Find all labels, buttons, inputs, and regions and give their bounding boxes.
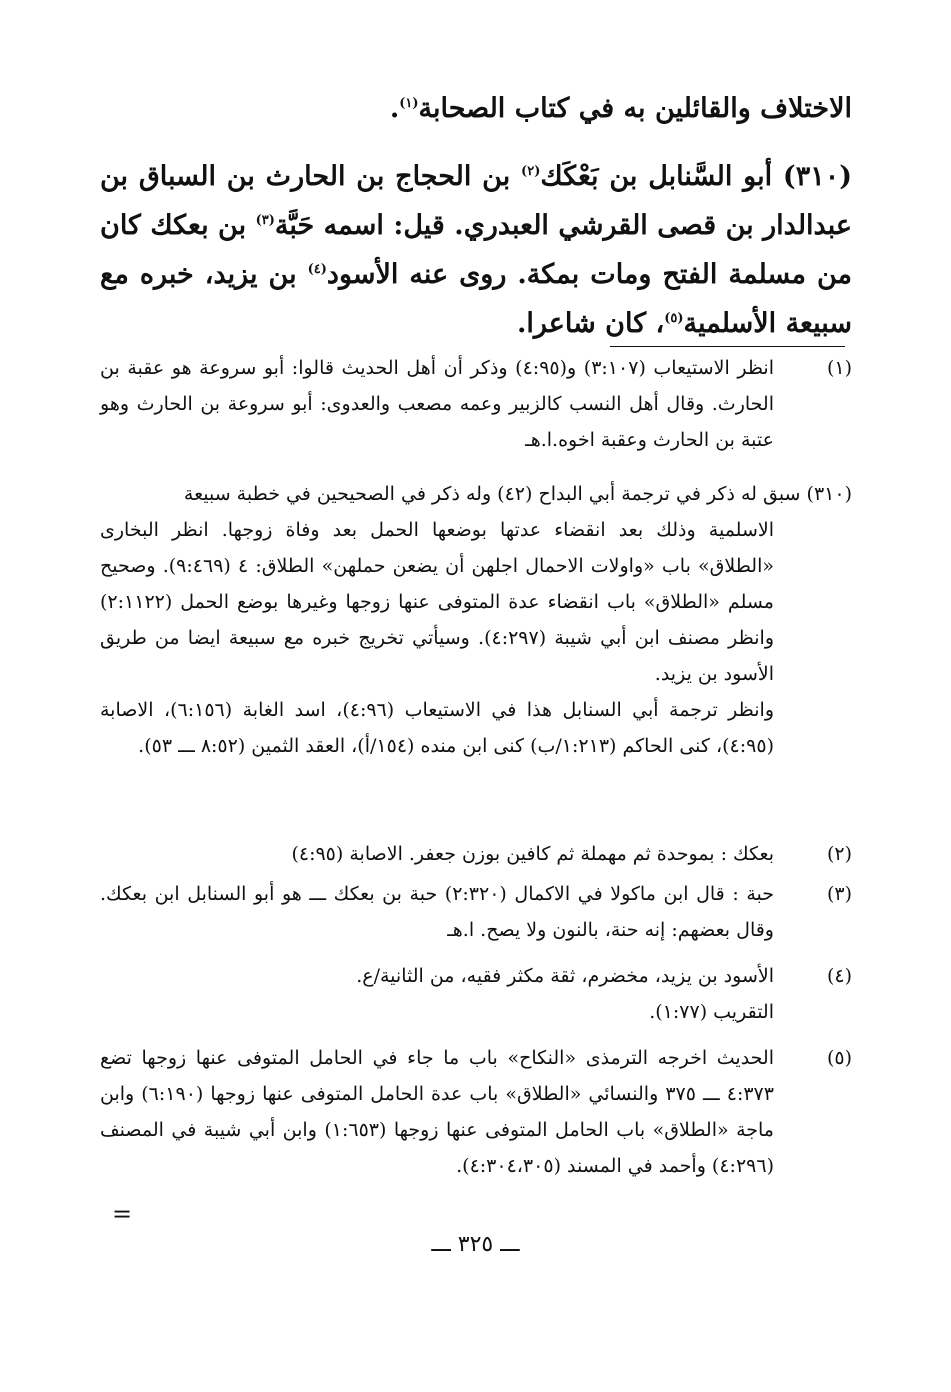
footnote-text: الحديث اخرجه الترمذى «النكاح» باب ما جاء في الحامل المتوفى عنها زوجها تضع ٤:٣٧٣ ـــ ٣٧٥ والنسائي «الطلاق» باب عدة الحامل المتوفى عنها زوجها (٦:١٩٠) وابن ماجة «الطلاق» باب الحامل المتوفى عنها زوجها (١:٦٥٣) وابن أبي شيبة في المصنف (٤:٢٩٦) وأحمد في المسند (٤:٣٠٤،٣٠٥). xyxy=(100,1047,774,1177)
footnote-ref-1: (١) xyxy=(399,96,419,111)
entry-text-3: بن بعكك كان من مسلمة الفتح ومات بمكة. روى عنه الأسود xyxy=(100,210,853,290)
footnote-4 xyxy=(100,958,852,1030)
heading-end: . xyxy=(389,93,400,124)
entry-text-4: بن يزيد، خبره مع سبيعة الأسلمية xyxy=(100,259,852,339)
entry-310 xyxy=(100,150,852,346)
footnote-continuation-2: وانظر ترجمة أبي السنابل هذا في الاستيعاب (٤:٩٦)، اسد الغابة (٦:١٥٦)، الاصابة (٤:٩٥)، كنى الحاكم (١:٢١٣/ب) كنى ابن منده (١٥٤/أ)، العقد الثمين (٨:٥٢ ـــ ٥٣). xyxy=(100,699,774,757)
heading-line xyxy=(100,93,852,145)
footnote-text: بعكك : بموحدة ثم مهملة ثم كافين بوزن جعفر. الاصابة (٤:٩٥) xyxy=(291,843,774,865)
page-number: ـــ ٣٢٥ ـــ xyxy=(431,1232,520,1257)
continuation-mark: = xyxy=(112,1200,133,1228)
footnote-ref-2: (٢) xyxy=(521,164,541,179)
footnote-text: سبق له ذكر في ترجمة أبي البداح (٤٢) وله ذكر في الصحيحين في خطبة سبيعة xyxy=(183,483,801,505)
entry-text-1: أبو السَّنابل بن بَعْكَك xyxy=(540,161,773,192)
footnote-text: حبة : قال ابن ماكولا في الاكمال (٢:٣٢٠) حبة بن بعكك ـــ هو أبو السنابل ابن بعكك. وقال بعضهم: إنه حنة، بالنون ولا يصح. ا.هـ xyxy=(100,883,774,941)
footnote-ref-3: (٣) xyxy=(255,213,275,228)
footnote-continuation: الاسلمية وذلك بعد انقضاء عدتها بوضعها الحمل بعد وفاة زوجها. انظر البخارى «الطلاق» باب «واولات الاحمال اجلهن أن يضعن حملهن» الطلاق: ٤ (٩:٤٦٩). وصحيح مسلم «الطلاق» باب انقضاء عدة المتوفى عنها زوجها وغيرها بوضع الحمل (٢:١١٢٢) وانظر مصنف ابن أبي شيبة (٤:٢٩٧). وسيأتي تخريج خبره مع سبيعة ايضا من طريق الأسود بن يزيد. xyxy=(100,519,774,685)
footnote-ref-4: (٤) xyxy=(307,262,327,277)
footnote-number: (٢) xyxy=(826,843,852,865)
entry-text-2: بن الحجاج بن الحارث بن السباق بن عبدالدار بن قصى القرشي العبدري. قيل: اسمه حَبَّة xyxy=(100,161,852,241)
entry-text-5: ، كان شاعرا. xyxy=(517,308,665,339)
footnote-number: (٣١٠) xyxy=(806,483,852,505)
footnote-310 xyxy=(100,476,852,764)
footnote-ref-5: (٥) xyxy=(664,311,684,326)
footnote-5 xyxy=(100,1040,852,1184)
footnote-text-2: التقريب (١:٧٧). xyxy=(649,1001,774,1023)
footnote-number: (١) xyxy=(826,357,852,379)
footnote-separator xyxy=(610,346,845,347)
entry-number: (٣١٠) xyxy=(782,161,852,192)
footnote-text: الأسود بن يزيد، مخضرم، ثقة مكثر فقيه، من الثانية/ع. xyxy=(356,965,774,987)
footnote-number: (٤) xyxy=(826,965,852,987)
footnote-2 xyxy=(100,836,852,872)
footnote-first-line xyxy=(100,476,852,512)
footnote-text: انظر الاستيعاب (٣:١٠٧) و(٤:٩٥) وذكر أن أهل الحديث قالوا: أبو سروعة هو عقبة بن الحارث. وقال أهل النسب كالزبير وعمه مصعب والعدوى: أبو سروعة بن الحارث وهو عتبة بن الحارث وعقبة اخوه.ا.هـ xyxy=(100,357,774,451)
footnote-1 xyxy=(100,350,852,458)
heading-text: الاختلاف والقائلين به في كتاب الصحابة xyxy=(418,93,852,124)
footnote-number: (٥) xyxy=(826,1047,852,1069)
footnote-3 xyxy=(100,876,852,948)
footnote-number: (٣) xyxy=(826,883,852,905)
